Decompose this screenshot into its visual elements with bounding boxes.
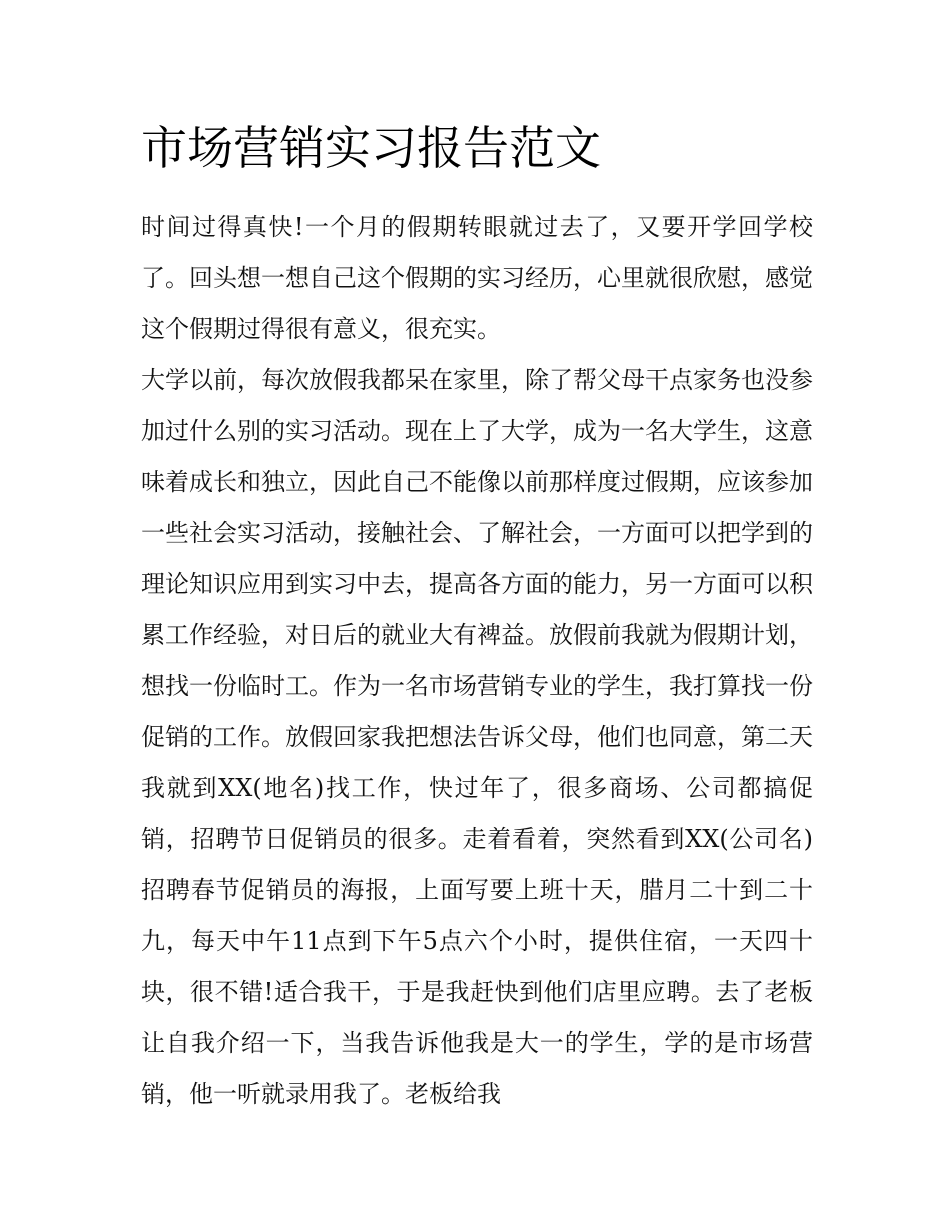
document-title: 市场营销实习报告范文	[141, 121, 601, 175]
paragraph-1: 时间过得真快!一个月的假期转眼就过去了，又要开学回学校了。回头想一想自己这个假期的实习经历，心里就很欣慰，感觉这个假期过得很有意义，很充实。	[141, 213, 813, 343]
paragraph-2: 大学以前，每次放假我都呆在家里，除了帮父母干点家务也没参加过什么别的实习活动。现在上了大学，成为一名大学生，这意味着成长和独立，因此自己不能像以前那样度过假期，应该参加一些社会实习活动，接触社会、了解社会，一方面可以把学到的理论知识应用到实习中去，提高各方面的能力，另一方面可以积累工作经验，对日后的就业大有裨益。放假前我就为假期计划，想找一份临时工。作为一名市场营销专业的学生，我打算找一份促销的工作。放假回家我把想法告诉父母，他们也同意，第二天我就到XX(地名)找工作，快过年了，很多商场、公司都搞促销，招聘节日促销员的很多。走着看着，突然看到XX(公司名)招聘春节促销员的海报，上面写要上班十天，腊月二十到二十九，每天中午11点到下午5点六个小时，提供住宿，一天四十块，很不错!适合我干，于是我赶快到他们店里应聘。去了老板让自我介绍一下，当我告诉他我是大一的学生，学的是市场营销，他一听就录用我了。老板给我	[141, 366, 813, 1108]
document-body	[141, 120, 813, 1120]
